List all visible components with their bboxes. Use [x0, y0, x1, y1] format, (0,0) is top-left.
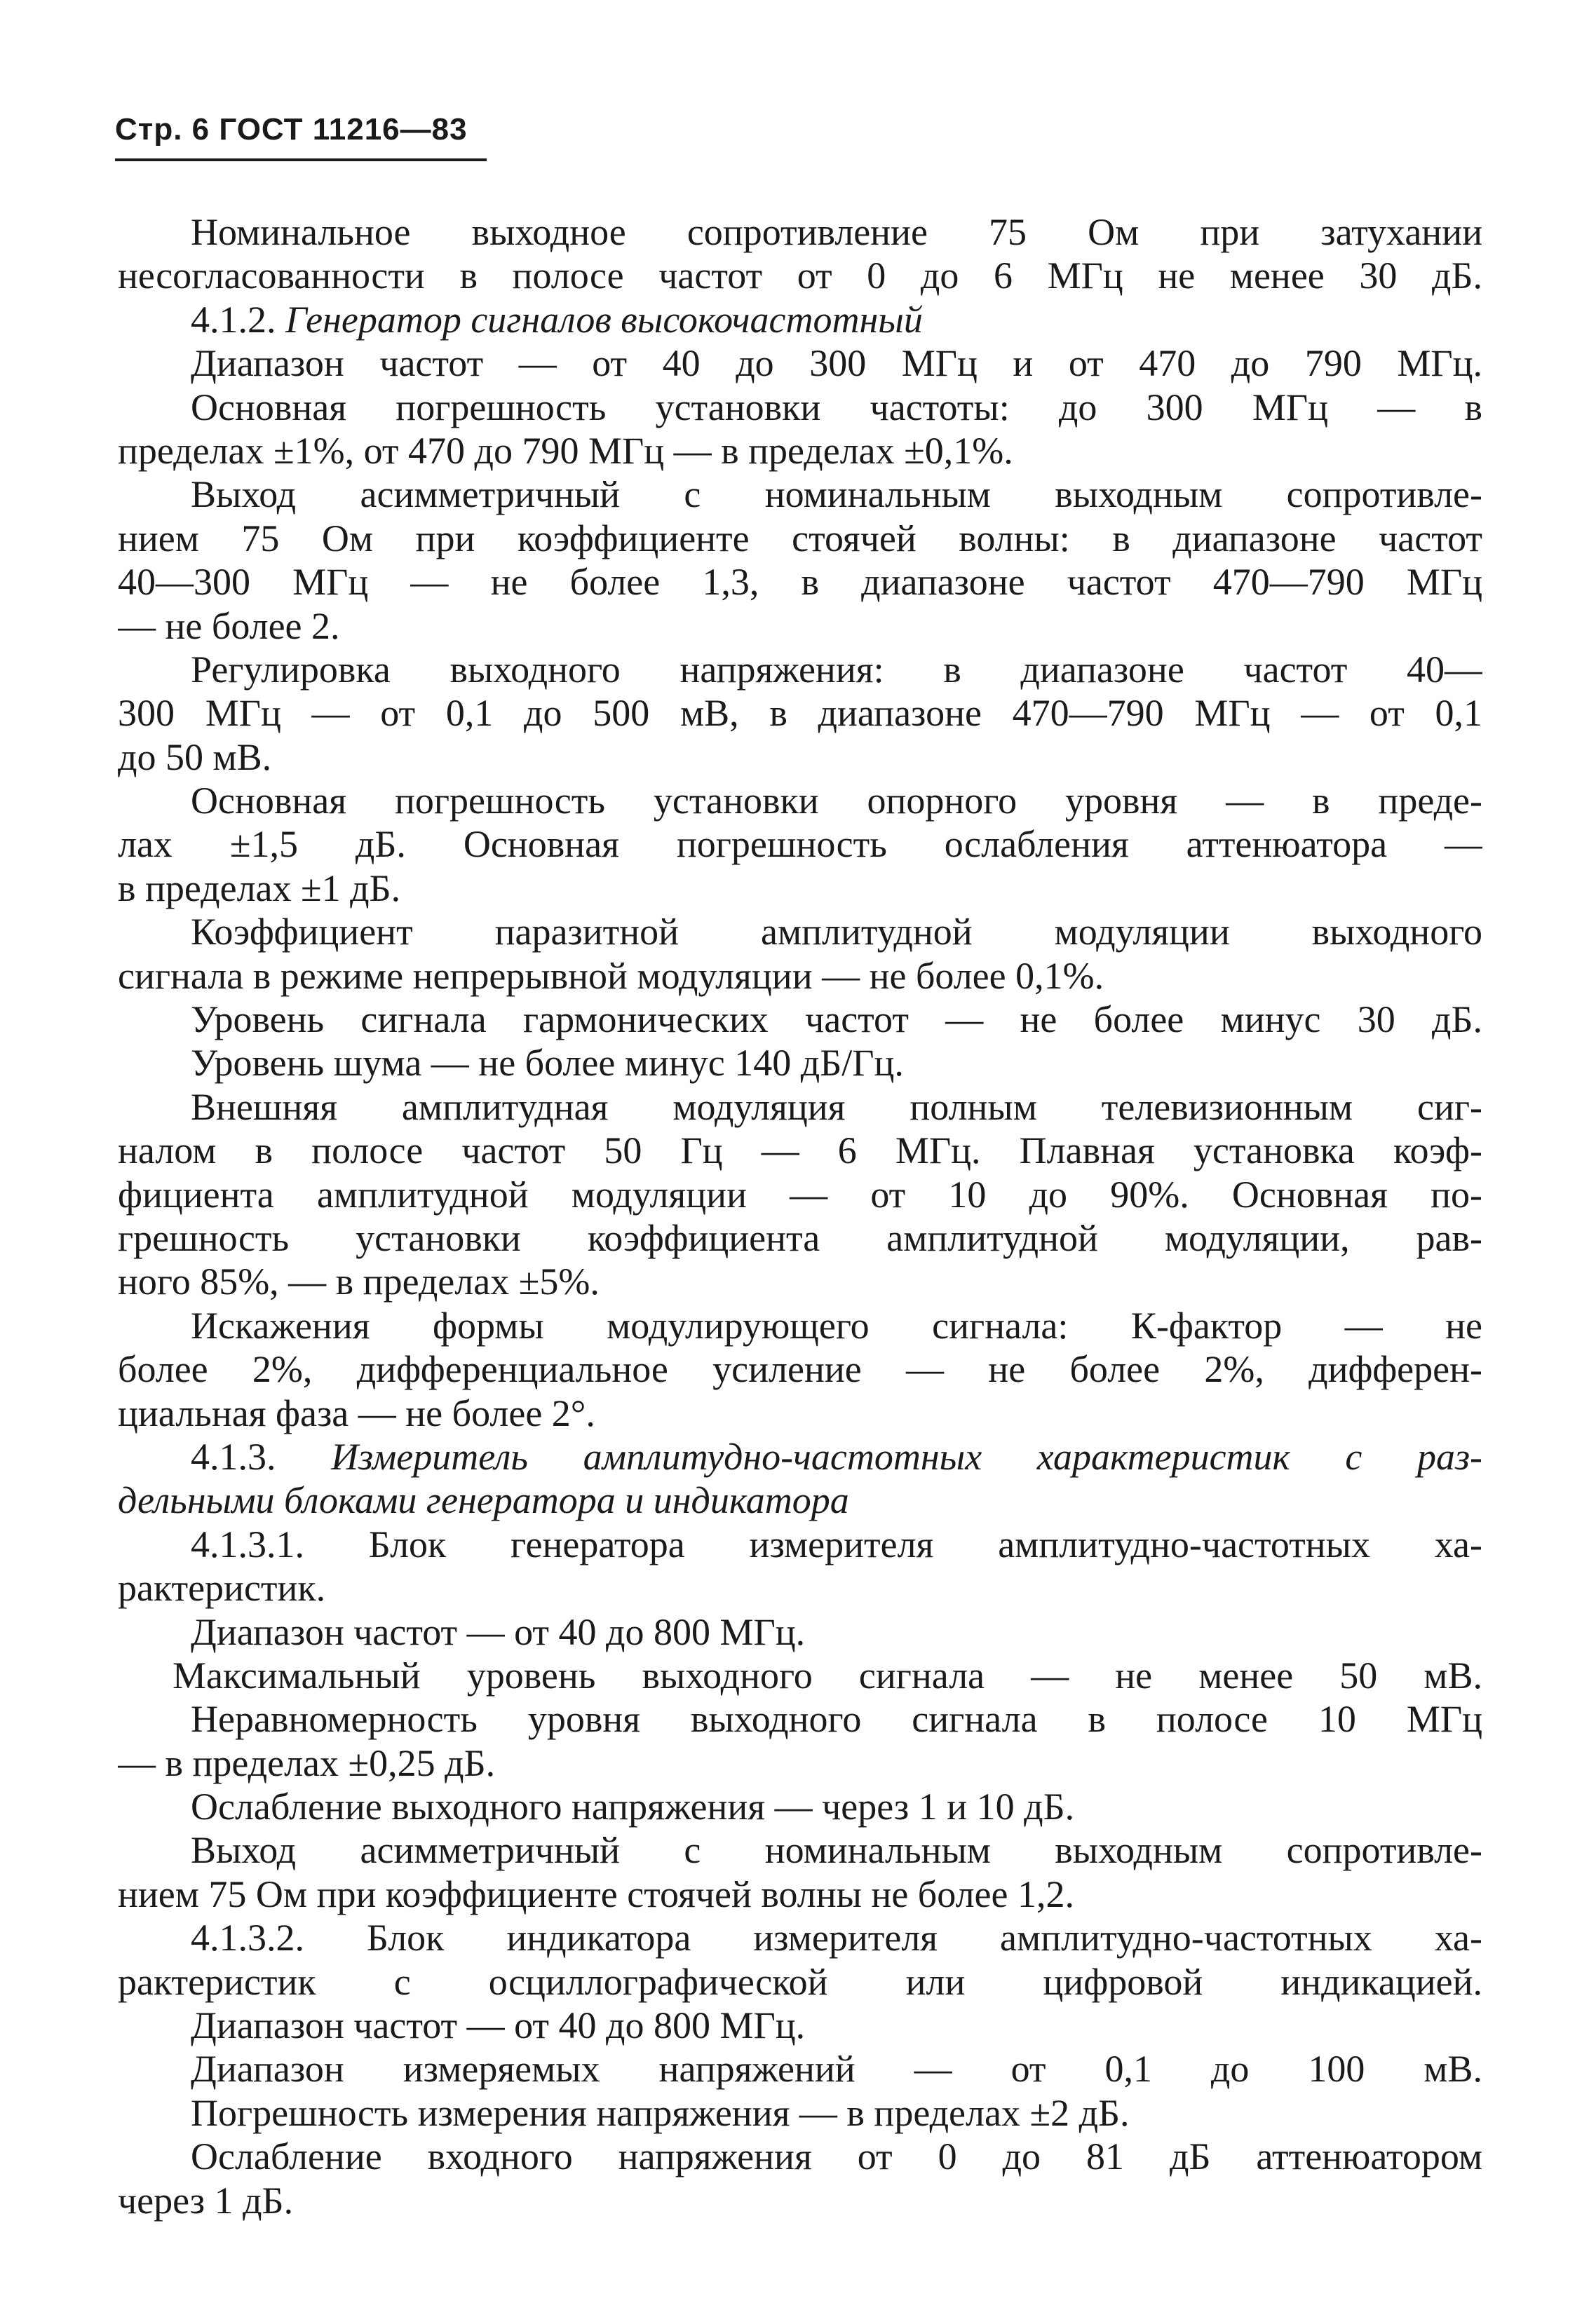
text-line: Уровень сигнала гармонических частот — не более минус 30 дБ.	[191, 998, 1482, 1041]
text-line: Выход асимметричный с номинальным выходным сопротивле-	[191, 473, 1482, 516]
text-line: Уровень шума — не более минус 140 дБ/Гц.	[191, 1042, 904, 1085]
text-line: до 50 мВ.	[118, 735, 272, 778]
text-line: Диапазон измеряемых напряжений — от 0,1 до 100 мВ.	[191, 2048, 1482, 2091]
text-line: Выход асимметричный с номинальным выходным сопротивле-	[191, 1829, 1482, 1872]
text-line: — в пределах ±0,25 дБ.	[118, 1741, 496, 1784]
text-line: рактеристик с осциллографической или цифровой индикацией.	[118, 1960, 1482, 2003]
text-line: в пределах ±1 дБ.	[118, 867, 401, 909]
text-line: фициента амплитудной модуляции — от 10 до 90%. Основная по-	[118, 1173, 1482, 1216]
text-line: — не более 2.	[118, 604, 340, 647]
text-line: Диапазон частот — от 40 до 800 МГц.	[191, 1610, 806, 1653]
text-line: Внешняя амплитудная модуляция полным телевизионным сиг-	[191, 1085, 1482, 1128]
text-line: Ослабление входного напряжения от 0 до 81 дБ аттенюатором	[191, 2135, 1482, 2178]
text-line	[191, 299, 923, 341]
text-line: Диапазон частот — от 40 до 800 МГц.	[191, 2004, 806, 2047]
text-line: рактеристик.	[118, 1567, 326, 1610]
text-line: Номинальное выходное сопротивление 75 Ом при затухании	[191, 211, 1482, 253]
text-line: налом в полосе частот 50 Гц — 6 МГц. Плавная установка коэф-	[118, 1129, 1482, 1172]
text-line: циальная фаза — не более 2°.	[118, 1392, 595, 1434]
section-number: 4.1.2.	[191, 298, 285, 341]
section-heading-4-1-2	[118, 298, 1482, 341]
text-line: Диапазон частот — от 40 до 300 МГц и от 470 до 790 МГц.	[191, 342, 1482, 385]
text-line: Регулировка выходного напряжения: в диапазоне частот 40—	[191, 648, 1482, 691]
text-line: сигнала в режиме непрерывной модуляции — не более 0,1%.	[118, 954, 1104, 997]
text-line: Погрешность измерения напряжения — в пределах ±2 дБ.	[191, 2091, 1130, 2134]
section-title: Генератор сигналов высокочастотный	[285, 298, 923, 341]
page-header: Стр. 6 ГОСТ 11216—83	[115, 112, 468, 147]
text-line: нием 75 Ом при коэффициенте стоячей волны не более 1,2.	[118, 1873, 1074, 1915]
text-line: 40—300 МГц — не более 1,3, в диапазоне частот 470—790 МГц	[118, 561, 1482, 604]
text-line	[118, 1435, 1482, 1479]
text-line: Искажения формы модулирующего сигнала: К-фактор — не	[191, 1304, 1482, 1347]
text-line: несогласованности в полосе частот от 0 до 6 МГц не менее 30 дБ.	[118, 254, 1482, 297]
text-line: ного 85%, — в пределах ±5%.	[118, 1260, 600, 1303]
section-title: Измеритель амплитудно-частотных характеристик с раз-	[331, 1435, 1482, 1478]
document-body	[118, 210, 1482, 2222]
text-line: нием 75 Ом при коэффициенте стоячей волны: в диапазоне частот	[118, 517, 1482, 559]
text-line: Основная погрешность установки частоты: до 300 МГц — в	[191, 386, 1482, 428]
text-line: Неравномерность уровня выходного сигнала в полосе 10 МГц	[191, 1698, 1482, 1741]
text-line: лах ±1,5 дБ. Основная погрешность ослабления аттенюатора —	[118, 823, 1482, 866]
text-line: более 2%, дифференциальное усиление — не более 2%, дифферен-	[118, 1348, 1482, 1391]
section-number: 4.1.3.	[191, 1435, 332, 1478]
text-line: 300 МГц — от 0,1 до 500 мВ, в диапазоне 470—790 МГц — от 0,1	[118, 692, 1482, 735]
text-line: пределах ±1%, от 470 до 790 МГц — в пределах ±0,1%.	[118, 429, 1013, 472]
header-rule	[115, 158, 487, 161]
text-line: Максимальный уровень выходного сигнала — не менее 50 мВ.	[173, 1654, 1482, 1697]
text-line: через 1 дБ.	[118, 2179, 294, 2222]
text-line: грешность установки коэффициента амплитудной модуляции, рав-	[118, 1216, 1482, 1259]
text-line: 4.1.3.2. Блок индикатора измерителя амплитудно-частотных ха-	[191, 1917, 1482, 1959]
text-line: Коэффициент паразитной амплитудной модуляции выходного	[191, 911, 1482, 953]
text-line: дельными блоками генератора и индикатора	[118, 1479, 849, 1522]
text-line: Ослабление выходного напряжения — через 1 и 10 дБ.	[191, 1786, 1075, 1828]
text-line: Основная погрешность установки опорного уровня — в преде-	[191, 780, 1482, 822]
text-line: 4.1.3.1. Блок генератора измерителя амплитудно-частотных ха-	[191, 1523, 1482, 1565]
